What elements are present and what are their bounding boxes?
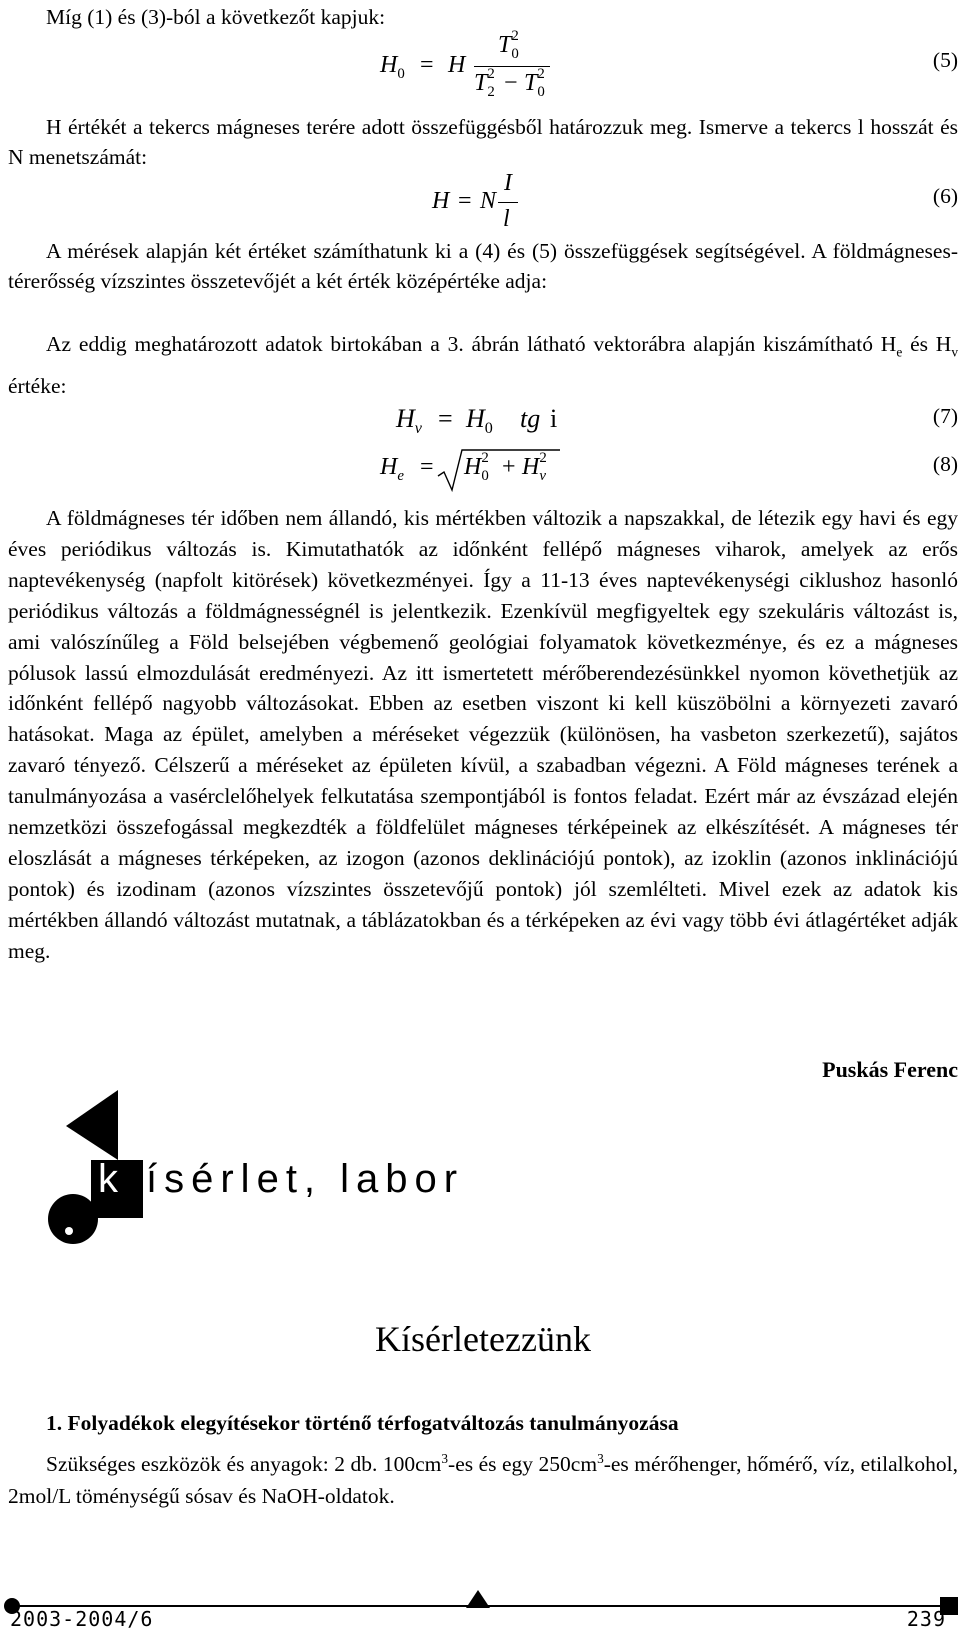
eq5-den-b: T <box>524 70 538 96</box>
eq8-b: H <box>522 454 540 480</box>
eq6-equals: = <box>458 188 472 214</box>
eq5-den-a-sup: 2 <box>487 66 495 82</box>
logo-triangle-icon <box>66 1090 118 1160</box>
eq5-den-b-sup: 2 <box>537 66 545 82</box>
eq7-h: H <box>466 404 485 433</box>
eq8-b-sub: v <box>539 468 546 484</box>
eq7-equals: = <box>438 404 453 433</box>
eq5-num-sub: 0 <box>511 46 519 62</box>
vektor-paragraph <box>8 327 958 403</box>
long-paragraph <box>8 503 958 967</box>
eq8-lhs-sub: e <box>397 467 404 484</box>
eq7-label: (7) <box>932 404 958 428</box>
eq8-b-sup: 2 <box>539 450 547 466</box>
vektor-sub-v: v <box>951 344 958 360</box>
eq5-num: T <box>498 32 512 58</box>
experiment-sup-2: 3 <box>597 1451 604 1466</box>
eq8-a: H <box>464 454 482 480</box>
footer-triangle-icon <box>466 1590 490 1608</box>
eq7-tg: tg <box>520 404 541 433</box>
footer-page-number: 239 <box>906 1607 946 1631</box>
logo-first-letter: k <box>98 1157 118 1201</box>
eq8-plus: + <box>502 454 516 480</box>
eq5-den-b-sub: 0 <box>537 84 545 100</box>
eq6-den: l <box>503 206 510 232</box>
intro-text: Míg (1) és (3)-ból a következőt kapjuk: <box>46 5 386 29</box>
logo-dot-icon <box>65 1227 73 1235</box>
logo-text: ísérlet, labor <box>146 1157 465 1201</box>
eq7-h-sub: 0 <box>484 420 493 438</box>
long-paragraph-text: A földmágneses tér időben nem állandó, kis mértékben változik a napszakkal, de létezik egy havi és egy éves periódikus változás is. Kimutathatók az időnként fellépő mágneses viharok, amelyek az erős naptevékenység (napfolt kitörések) következményei. Így a 11-13 éves naptevékenységi ciklushoz hasonló periódikus változás a földmágnességnél is jelentkezik. Ezenkívül megfigyeltek egy szekuláris változást is, ami valószínűleg a Föld belsejében végbemenő geológiai folyamatok következménye, és ez a mágneses pólusok lassú elmozdulását eredményezi. Az itt ismertetett mérőberendezésünkkel nyomon követhetjük az időnként fellépő nagyobb változásokat. Ebben az esetben viszont ki kell küszöbölni a környezeti zavaró hatásokat. Maga az épület, amelyben a méréseket végezzük (különösen, ha vasbeton szerkezetű), sajátos zavaró tényező. Célszerű a méréseket az épületen kívül, a szabadban végezni. A Föld mágneses terének a tanulmányozása a vasérclelőhelyek felkutatása szempontjából is fontos feladat. Ezért már az évszázad elején nemzetközi összefogással megkezdték a földfelület mágneses térképeinek az elkészítését. A mágneses tér eloszlását a mágneses térképeken, az izogon (azonos deklinációjú pontok), az izoklin (azonos inklinációjú pontok) és izodinam (azonos vízszintes összetevőjű pontok) jól szemlélteti. Mivel ezek az adatok kis mértékben állandó változást mutatnak, a táblázatokban és a térképeken az évi vagy több évi átlagértéket adják meg. <box>8 506 958 963</box>
equation-6 <box>8 170 958 242</box>
vektor-text-mid: és H <box>902 332 952 356</box>
experiment-title <box>8 1408 958 1438</box>
experiment-text-c: -es mérőhenger, hőmérő, víz, etilalkohol, 2mol/L töménységű sósav és NaOH-oldatok. <box>8 1452 958 1509</box>
eq6-label: (6) <box>932 184 958 208</box>
eq5-den-a: T <box>474 70 488 96</box>
eq7-lhs: H <box>396 404 415 433</box>
equation-8 <box>8 448 958 498</box>
vektor-text-a: Az eddig meghatározott adatok birtokában a 3. ábrán látható vektorábra alapján kiszámítható H <box>46 332 897 356</box>
experiment-sup-1: 3 <box>441 1451 449 1466</box>
experiment-paragraph <box>8 1443 958 1512</box>
eq6-n: N <box>480 188 497 214</box>
section-logo-graphic <box>38 1090 148 1250</box>
eq8-a-sub: 0 <box>481 468 489 484</box>
experiment-text-b: -es és egy 250cm <box>448 1452 598 1477</box>
author-signature: Puskás Ferenc <box>822 1057 958 1082</box>
eq8-label: (8) <box>932 452 958 476</box>
experiment-title-text: 1. Folyadékok elegyítésekor történő térfogatváltozás tanulmányozása <box>46 1411 679 1435</box>
vektor-text-end: értéke: <box>8 374 67 399</box>
meres-paragraph <box>8 236 958 296</box>
eq6-fraction-bar <box>498 202 518 203</box>
eq5-equals: = <box>420 52 434 78</box>
eq8-lhs: H <box>380 454 398 480</box>
eq5-lhs-sub: 0 <box>397 65 405 82</box>
eq8-equals: = <box>420 454 434 480</box>
equation-5 <box>8 26 958 106</box>
eq7-i: i <box>550 404 558 433</box>
meres-paragraph-text: A mérések alapján két értéket számíthatunk ki a (4) és (5) összefüggések segítségével. A földmágneses-térerősség vízszintes összetevőjét a két érték középértéke adja: <box>8 239 958 293</box>
vektor-sub-e: e <box>896 344 903 360</box>
experiment-text-a: Szükséges eszközök és anyagok: 2 db. 100cm <box>46 1452 442 1477</box>
section-title: Kísérletezzünk <box>375 1319 591 1359</box>
h-paragraph-text: H értékét a tekercs mágneses terére adott összefüggésből határozzuk meg. Ismerve a tekercs l hosszát és N menetszámát: <box>8 115 958 169</box>
eq5-num-sup: 2 <box>511 28 519 44</box>
h-paragraph <box>8 112 958 172</box>
eq6-lhs: H <box>432 188 450 214</box>
eq7-lhs-sub: v <box>414 420 422 438</box>
eq5-h: H <box>448 52 466 78</box>
eq5-lhs: H <box>380 52 398 78</box>
eq5-minus: − <box>504 70 518 96</box>
eq5-den-a-sub: 2 <box>487 84 495 100</box>
eq5-label: (5) <box>932 48 958 72</box>
equation-7 <box>8 404 958 444</box>
footer-issue: 2003-2004/6 <box>10 1607 154 1631</box>
eq6-num: I <box>504 170 512 196</box>
eq8-a-sup: 2 <box>481 450 489 466</box>
logo-circle-icon <box>48 1194 98 1244</box>
